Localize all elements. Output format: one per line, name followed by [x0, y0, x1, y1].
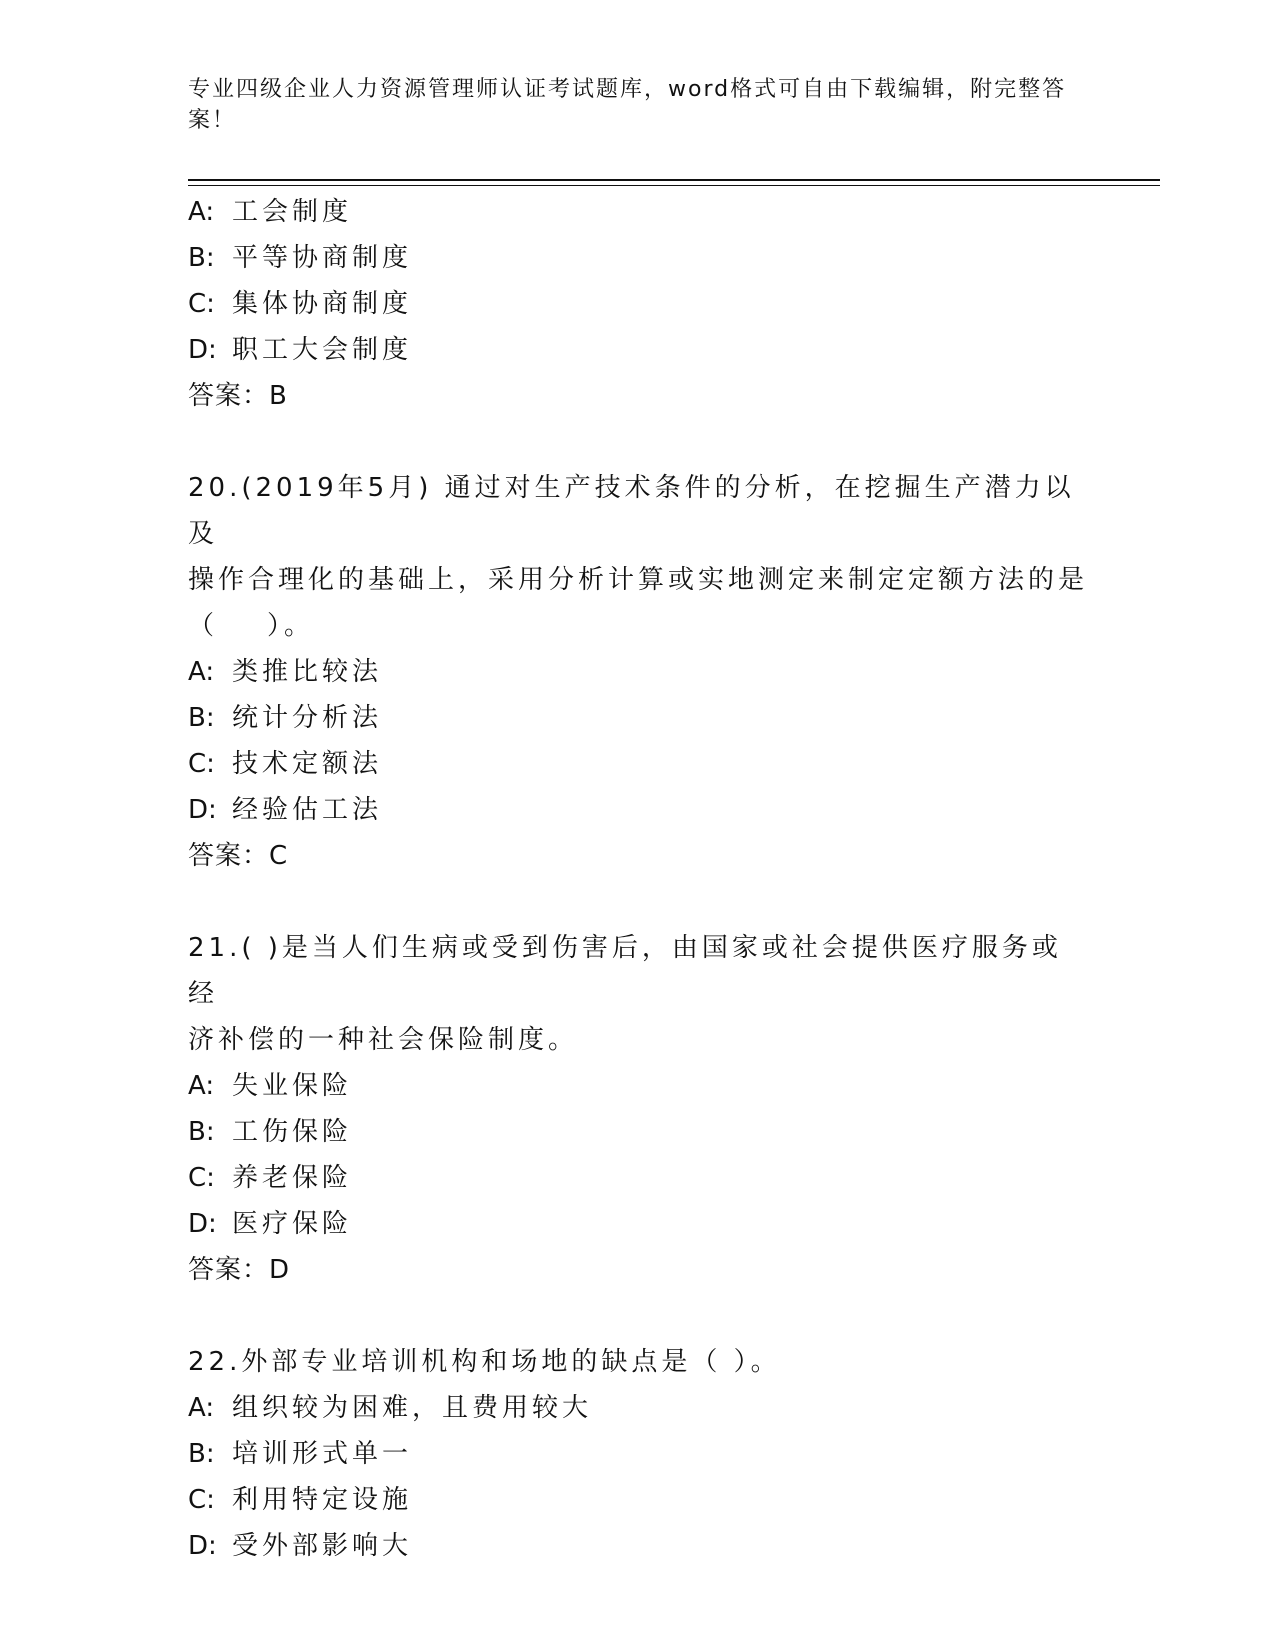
- option-key: C:: [188, 749, 215, 779]
- option-text: 失业保险: [232, 1071, 353, 1101]
- option-key: B:: [188, 243, 215, 273]
- question-22: [188, 1339, 1088, 1569]
- option-key: C:: [188, 1163, 215, 1193]
- option-a: [188, 649, 1088, 695]
- question-stem-line: 21.( )是当人们生病或受到伤害后，由国家或社会提供医疗服务或经: [188, 933, 1062, 1009]
- option-text: 平等协商制度: [232, 243, 413, 273]
- prev-question-block: [188, 189, 1088, 419]
- header-divider-thin: [188, 185, 1160, 186]
- option-key: A:: [188, 657, 215, 687]
- option-key: B:: [188, 703, 215, 733]
- option-key: A:: [188, 1393, 215, 1423]
- option-text: 组织较为困难，且费用较大: [232, 1393, 593, 1423]
- answer-line: 答案：B: [188, 381, 288, 411]
- question-20: [188, 465, 1088, 879]
- spacer: [188, 879, 1088, 925]
- option-b: [188, 235, 1088, 281]
- option-text: 经验估工法: [232, 795, 383, 825]
- option-c: [188, 281, 1088, 327]
- option-text: 类推比较法: [232, 657, 383, 687]
- option-key: D:: [188, 1209, 217, 1239]
- option-d: [188, 1523, 1088, 1569]
- option-c: [188, 1477, 1088, 1523]
- option-b: [188, 1109, 1088, 1155]
- option-key: A:: [188, 197, 215, 227]
- option-b: [188, 695, 1088, 741]
- option-text: 医疗保险: [232, 1209, 353, 1239]
- option-text: 受外部影响大: [232, 1531, 413, 1561]
- option-key: A:: [188, 1071, 215, 1101]
- option-key: B:: [188, 1117, 215, 1147]
- option-text: 集体协商制度: [232, 289, 413, 319]
- answer-line: 答案：C: [188, 841, 289, 871]
- option-a: [188, 1063, 1088, 1109]
- option-key: D:: [188, 795, 217, 825]
- option-key: C:: [188, 289, 215, 319]
- option-c: [188, 741, 1088, 787]
- question-content: [188, 189, 1088, 1569]
- answer-line: 答案：D: [188, 1255, 291, 1285]
- option-c: [188, 1155, 1088, 1201]
- question-stem-line: 济补偿的一种社会保险制度。: [188, 1025, 579, 1055]
- question-stem-line: 22.外部专业培训机构和场地的缺点是（ ）。: [188, 1347, 781, 1377]
- option-a: [188, 1385, 1088, 1431]
- option-text: 培训形式单一: [232, 1439, 413, 1469]
- option-key: D:: [188, 335, 217, 365]
- option-text: 职工大会制度: [232, 335, 413, 365]
- question-stem-line: 20.(2019年5月) 通过对生产技术条件的分析，在挖掘生产潜力以及: [188, 473, 1075, 549]
- option-d: [188, 327, 1088, 373]
- option-text: 利用特定设施: [232, 1485, 413, 1515]
- option-text: 技术定额法: [232, 749, 383, 779]
- document-header: 专业四级企业人力资源管理师认证考试题库，word格式可自由下载编辑，附完整答案！: [188, 77, 1067, 133]
- option-text: 工会制度: [232, 197, 353, 227]
- option-b: [188, 1431, 1088, 1477]
- option-text: 养老保险: [232, 1163, 353, 1193]
- spacer: [188, 1293, 1088, 1339]
- option-key: D:: [188, 1531, 217, 1561]
- option-d: [188, 787, 1088, 833]
- question-stem-line: （ ）。: [188, 611, 315, 641]
- option-a: [188, 189, 1088, 235]
- header-divider-thick: [188, 179, 1160, 181]
- option-text: 统计分析法: [232, 703, 383, 733]
- option-d: [188, 1201, 1088, 1247]
- option-key: C:: [188, 1485, 215, 1515]
- spacer: [188, 419, 1088, 465]
- question-stem-line: 操作合理化的基础上，采用分析计算或实地测定来制定定额方法的是: [188, 565, 1089, 595]
- option-text: 工伤保险: [232, 1117, 353, 1147]
- question-21: [188, 925, 1088, 1293]
- option-key: B:: [188, 1439, 215, 1469]
